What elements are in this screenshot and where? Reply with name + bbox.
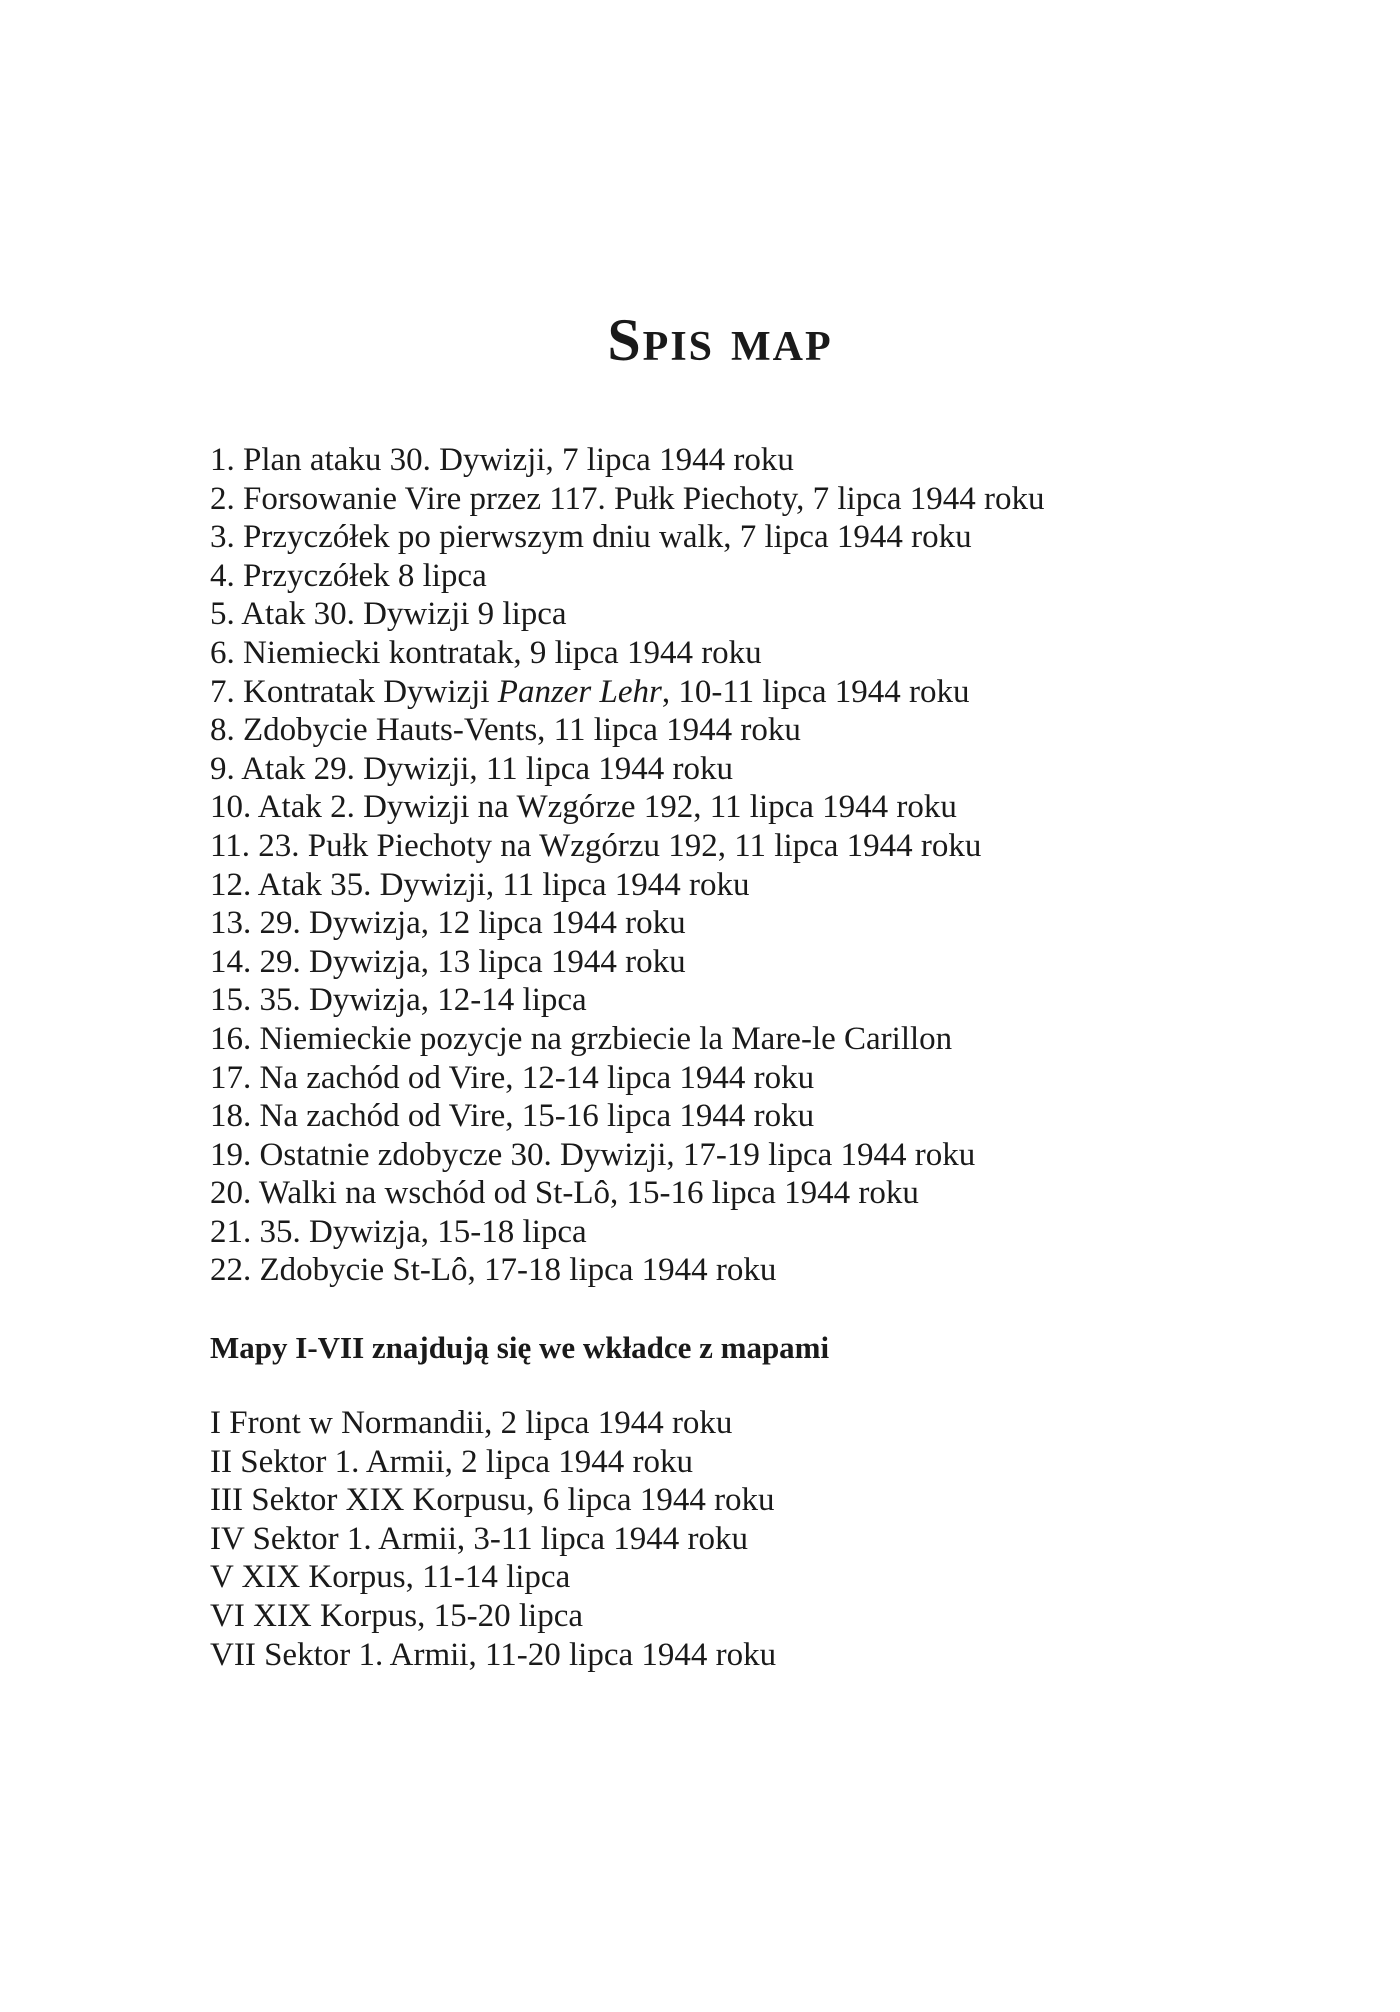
map-number: 3.	[210, 519, 235, 556]
insert-map-number: VII	[210, 1636, 256, 1673]
insert-maps-heading: Mapy I-VII znajdują się we wkładce z mapami	[210, 1330, 830, 1365]
map-number: 14.	[210, 943, 252, 980]
insert-map-number: VI	[210, 1597, 245, 1634]
map-title: Atak 35. Dywizji, 11 lipca 1944 roku	[257, 866, 750, 903]
insert-map-number: V	[210, 1559, 234, 1596]
insert-map-list	[210, 1404, 776, 1674]
map-number: 5.	[210, 596, 235, 633]
map-list-item	[210, 981, 1044, 1020]
map-number: 2.	[210, 480, 235, 517]
map-number: 4.	[210, 557, 235, 594]
map-number: 1.	[210, 442, 235, 478]
map-list-item	[210, 866, 1044, 905]
insert-map-title: XIX Korpus, 11-14 lipca	[241, 1559, 571, 1596]
map-title: Plan ataku 30. Dywizji, 7 lipca 1944 roku	[243, 442, 794, 478]
insert-map-number: IV	[210, 1520, 245, 1557]
map-title: Zdobycie Hauts-Vents, 11 lipca 1944 roku	[243, 712, 801, 749]
map-list	[210, 441, 1044, 1290]
map-title: Ostatnie zdobycze 30. Dywizji, 17-19 lipca 1944 roku	[259, 1136, 976, 1173]
map-number: 21.	[210, 1213, 252, 1250]
insert-map-number: I	[210, 1405, 221, 1441]
map-title-part: , 10-11 lipca 1944 roku	[661, 673, 970, 710]
map-list-item	[210, 673, 1044, 712]
map-title: 23. Pułk Piechoty na Wzgórzu 192, 11 lipca 1944 roku	[258, 827, 982, 864]
map-list-item	[210, 557, 1044, 596]
insert-map-item	[210, 1481, 776, 1520]
insert-map-title: Front w Normandii, 2 lipca 1944 roku	[229, 1405, 733, 1441]
map-title: 35. Dywizja, 12-14 lipca	[259, 982, 587, 1019]
map-number: 7.	[210, 673, 235, 710]
map-list-item	[210, 595, 1044, 634]
map-title: Atak 30. Dywizji 9 lipca	[241, 596, 567, 633]
map-title: Niemiecki kontratak, 9 lipca 1944 roku	[243, 634, 762, 671]
division-name-italic: Panzer Lehr	[497, 673, 662, 710]
map-title-part: Kontratak Dywizji	[243, 673, 498, 710]
map-number: 20.	[210, 1175, 252, 1212]
map-title: Zdobycie St-Lô, 17-18 lipca 1944 roku	[259, 1252, 777, 1289]
map-number: 12.	[210, 866, 252, 903]
map-list-item	[210, 1136, 1044, 1175]
map-title: Na zachód od Vire, 12-14 lipca 1944 roku	[259, 1059, 815, 1096]
insert-map-title: Sektor XIX Korpusu, 6 lipca 1944 roku	[251, 1482, 775, 1519]
map-list-item	[210, 1097, 1044, 1136]
map-title: 35. Dywizja, 15-18 lipca	[259, 1213, 587, 1250]
map-list-item	[210, 904, 1044, 943]
insert-map-item	[210, 1558, 776, 1597]
map-title: Atak 29. Dywizji, 11 lipca 1944 roku	[241, 750, 734, 787]
map-number: 6.	[210, 634, 235, 671]
map-number: 8.	[210, 712, 235, 749]
map-list-item	[210, 788, 1044, 827]
map-list-item	[210, 480, 1044, 519]
map-title: Na zachód od Vire, 15-16 lipca 1944 roku	[259, 1098, 815, 1135]
map-title: Atak 2. Dywizji na Wzgórze 192, 11 lipca 1944 roku	[257, 789, 957, 826]
map-list-item	[210, 711, 1044, 750]
map-list-item	[210, 1213, 1044, 1252]
insert-map-item	[210, 1520, 776, 1559]
map-number: 19.	[210, 1136, 252, 1173]
page-title: Spis map	[607, 307, 833, 373]
map-list-item	[210, 1174, 1044, 1213]
map-title: Przyczółek 8 lipca	[243, 557, 487, 594]
map-title: 29. Dywizja, 13 lipca 1944 roku	[259, 943, 686, 980]
map-number: 15.	[210, 982, 252, 1019]
insert-map-title: Sektor 1. Armii, 11-20 lipca 1944 roku	[264, 1636, 777, 1673]
map-list-item	[210, 634, 1044, 673]
insert-map-number: II	[210, 1443, 232, 1480]
map-title: Przyczółek po pierwszym dniu walk, 7 lipca 1944 roku	[243, 519, 972, 556]
map-list-item	[210, 1020, 1044, 1059]
map-number: 18.	[210, 1098, 252, 1135]
map-number: 10.	[210, 789, 252, 826]
insert-map-item	[210, 1636, 776, 1675]
map-list-item	[210, 943, 1044, 982]
map-number: 11.	[210, 827, 251, 864]
map-list-item	[210, 750, 1044, 789]
insert-map-number: III	[210, 1482, 243, 1519]
map-list-item	[210, 441, 1044, 480]
map-list-item	[210, 1059, 1044, 1098]
map-list-item	[210, 827, 1044, 866]
map-number: 16.	[210, 1020, 252, 1057]
map-title: Forsowanie Vire przez 117. Pułk Piechoty, 7 lipca 1944 roku	[243, 480, 1045, 517]
map-number: 22.	[210, 1252, 252, 1289]
map-number: 13.	[210, 905, 252, 942]
insert-map-title: Sektor 1. Armii, 3-11 lipca 1944 roku	[252, 1520, 749, 1557]
insert-map-title: Sektor 1. Armii, 2 lipca 1944 roku	[240, 1443, 694, 1480]
map-title: 29. Dywizja, 12 lipca 1944 roku	[259, 905, 686, 942]
insert-map-item	[210, 1404, 776, 1443]
insert-map-title: XIX Korpus, 15-20 lipca	[253, 1597, 584, 1634]
map-title: Niemieckie pozycje na grzbiecie la Mare-le Carillon	[259, 1020, 953, 1057]
map-list-item	[210, 518, 1044, 557]
map-title	[243, 674, 970, 710]
insert-map-item	[210, 1597, 776, 1636]
map-number: 9.	[210, 750, 235, 787]
insert-map-item	[210, 1443, 776, 1482]
map-number: 17.	[210, 1059, 252, 1096]
map-title: Walki na wschód od St-Lô, 15-16 lipca 1944 roku	[258, 1175, 919, 1212]
map-list-item	[210, 1251, 1044, 1290]
